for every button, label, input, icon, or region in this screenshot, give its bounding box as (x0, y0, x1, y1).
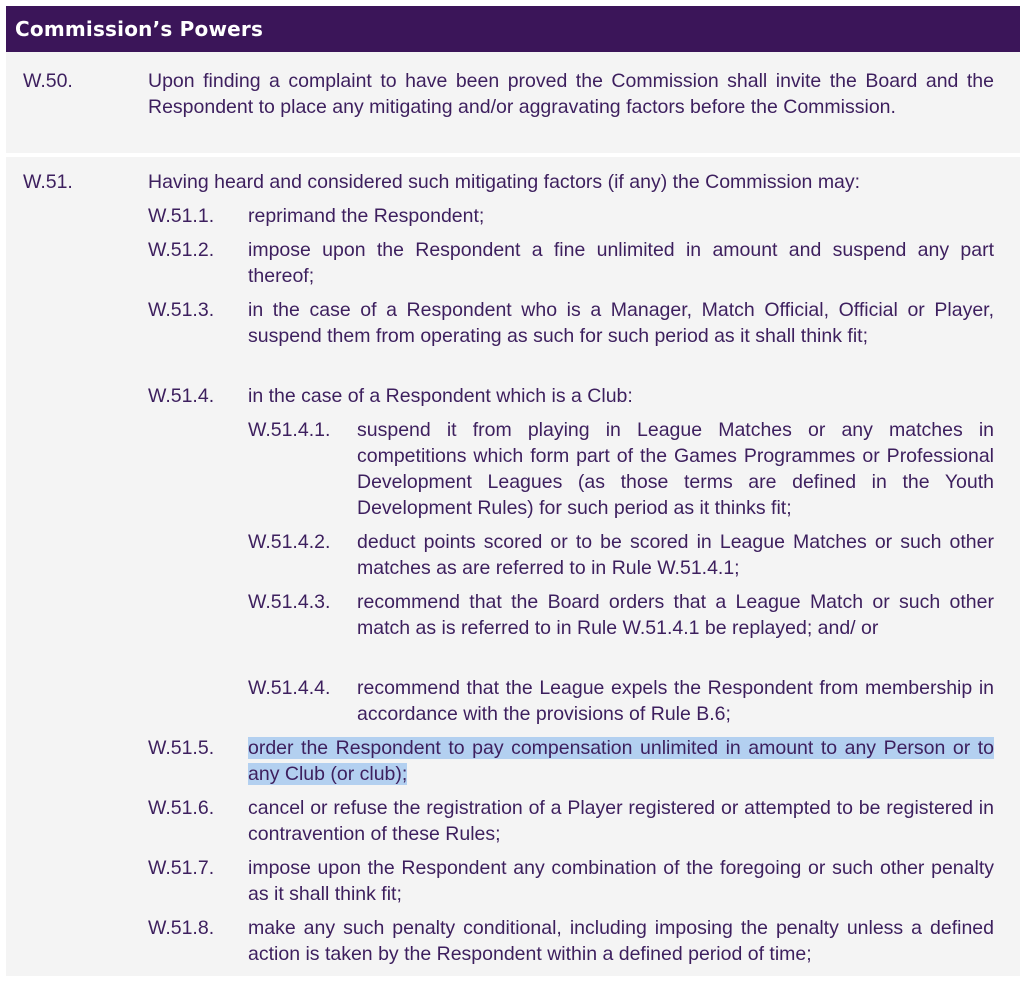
rule-number-w51-3: W.51.3. (148, 299, 215, 321)
rule-text-w51-7: impose upon the Respondent any combination of the foregoing or such other penalty as it shall think fit; (248, 857, 994, 905)
rule-number-w51-4-1: W.51.4.1. (248, 419, 331, 441)
rule-text-w51-3: in the case of a Respondent who is a Manager, Match Official, Official or Player, suspend them from operating as such for such period as it shall think fit; (248, 299, 994, 347)
rule-number-w51-5: W.51.5. (148, 737, 215, 759)
rule-text-w51: Having heard and considered such mitigating factors (if any) the Commission may: (148, 171, 861, 193)
rule-number-w51-1: W.51.1. (148, 205, 215, 227)
rule-text-w51-8: make any such penalty conditional, including imposing the penalty unless a defined action is taken by the Respondent within a defined period of time; (248, 917, 994, 965)
rule-number-w51-4-2: W.51.4.2. (248, 531, 331, 553)
rule-number-w50: W.50. (23, 70, 73, 92)
rule-text-w51-6: cancel or refuse the registration of a Player registered or attempted to be registered in contravention of these Rules; (248, 797, 994, 845)
rule-text-w51-4-1: suspend it from playing in League Matches or any matches in competitions which form part of the Games Programmes or Professional Development Leagues (as those terms are defined in the Youth Development Rules) for such period as it thinks fit; (357, 419, 994, 519)
rule-number-w51-4-3: W.51.4.3. (248, 591, 331, 613)
rule-text-w51-4-2: deduct points scored or to be scored in League Matches or such other matches as are referred to in Rule W.51.4.1; (357, 531, 994, 579)
rule-text-w51-4-3: recommend that the Board orders that a League Match or such other match as is referred to in Rule W.51.4.1 be replayed; and/ or (357, 591, 994, 639)
rule-number-w51-4-4: W.51.4.4. (248, 677, 331, 699)
rule-text-w51-1: reprimand the Respondent; (248, 205, 485, 227)
rules-panel (6, 6, 1020, 976)
rule-number-w51-7: W.51.7. (148, 857, 215, 879)
selected-text-highlight[interactable]: order the Respondent to pay compensation unlimited in amount to any Person or to any Club (or club); (248, 737, 994, 785)
rule-text-w51-4-4: recommend that the League expels the Respondent from membership in accordance with the provisions of Rule B.6; (357, 677, 994, 725)
rule-text-w50: Upon finding a complaint to have been proved the Commission shall invite the Board and the Respondent to place any mitigating and/or aggravating factors before the Commission. (148, 70, 994, 118)
rule-number-w51-8: W.51.8. (148, 917, 215, 939)
rule-number-w51-6: W.51.6. (148, 797, 215, 819)
rule-number-w51: W.51. (23, 171, 73, 193)
rule-text-w51-4: in the case of a Respondent which is a Club: (248, 385, 633, 407)
rule-number-w51-4: W.51.4. (148, 385, 215, 407)
row-divider (6, 153, 1020, 157)
section-title: Commission’s Powers (15, 17, 264, 41)
rule-number-w51-2: W.51.2. (148, 239, 215, 261)
rule-text-w51-2: impose upon the Respondent a fine unlimited in amount and suspend any part thereof; (248, 239, 994, 287)
section-header (6, 6, 1020, 52)
rule-text-w51-5[interactable] (248, 735, 994, 787)
